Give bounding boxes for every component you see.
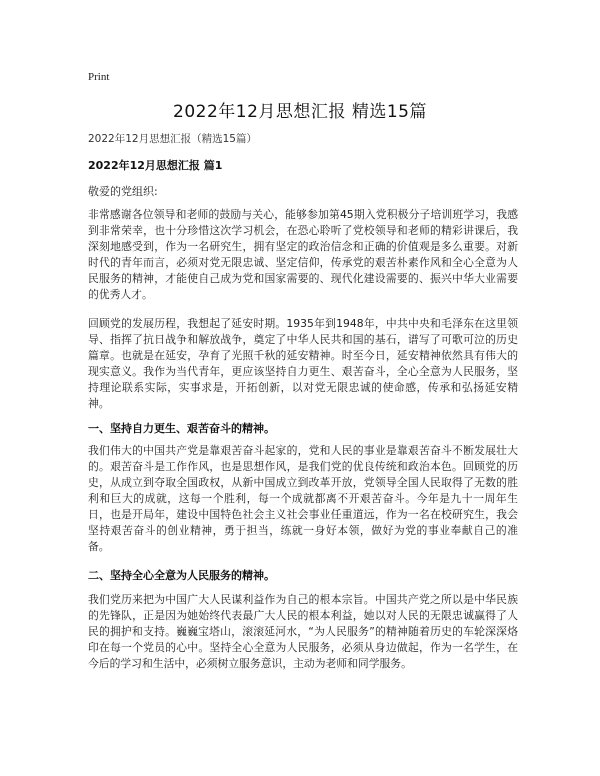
paragraph-4: 我们党历来把为中国广大人民谋利益作为自己的根本宗旨。中国共产党之所以是中华民族的先锋队，正是因为她始终代表最广大人民的根本利益，她以对人民的无限忠诚赢得了人民的拥护和支持。巍巍宝塔山，滚滚延河水，“为人民服务”的精神随着历史的车轮深深烙印在每一个党员的心中。坚持全心全意为人民服务，必须从身边做起，作为一名学生，在今后的学习和生活中，必须树立服务意识，主动为老师和同学服务。 [88,593,518,670]
page-title: 2022年12月思想汇报 精选15篇 [173,102,427,122]
greeting: 敬爱的党组织: [88,185,158,198]
paragraph-2: 回顾党的发展历程，我想起了延安时期。1935年到1948年，中共中央和毛泽东在这里领导、指挥了抗日战争和解放战争，奠定了中华人民共和国的基石，谱写了可歌可泣的历史篇章。也就是在延安，孕育了光照千秋的延安精神。时至今日，延安精神依然具有伟大的现实意义。我作为当代青年，更应该坚持自力更生、艰苦奋斗，全心全意为人民服务，坚持理论联系实际，实事求是，开拓创新，以对党无限忠诚的使命感，传承和弘扬延安精神。 [88,317,518,410]
paragraph-1: 非常感谢各位领导和老师的鼓励与关心，能够参加第45期入党积极分子培训班学习，我感到非常荣幸，也十分珍惜这次学习机会，在恐心聆听了党校领导和老师的精彩讲课后，我深刻地感受到，作为一名研究生，拥有坚定的政治信念和正确的价值观是多么重要。对新时代的青年而言，必须对党无限忠诚、坚定信仰，传承党的艰苦朴素作风和全心全意为人民服务的精神，才能使自己成为党和国家需要的、现代化建设需要的、振兴中华大业需要的优秀人才。 [88,208,518,301]
section-title: 2022年12月思想汇报 篇1 [88,159,223,172]
heading-2: 二、坚持全心全意为人民服务的精神。 [88,569,275,582]
document-subtitle: 2022年12月思想汇报（精选15篇） [88,133,257,145]
print-link[interactable]: Print [88,71,110,83]
heading-1: 一、坚持自力更生、艰苦奋斗的精神。 [88,422,275,435]
paragraph-3: 我们伟大的中国共产党是靠艰苦奋斗起家的，党和人民的事业是靠艰苦奋斗不断发展壮大的。艰苦奋斗是工作作风，也是思想作风，是我们党的优良传统和政治本色。回顾党的历史，从成立到夺取全国政权，从新中国成立到改革开放，党领导全国人民取得了无数的胜利和巨大的成就，这每一个胜利，每一个成就都离不开艰苦奋斗。今年是九十一周年生日，也是开局年，建设中国特色社会主义社会事业任重道远，作为一名在校研究生，我会坚持艰苦奋斗的创业精神，勇于担当，练就一身好本领，做好为党的事业奉献自己的准备。 [88,444,518,553]
